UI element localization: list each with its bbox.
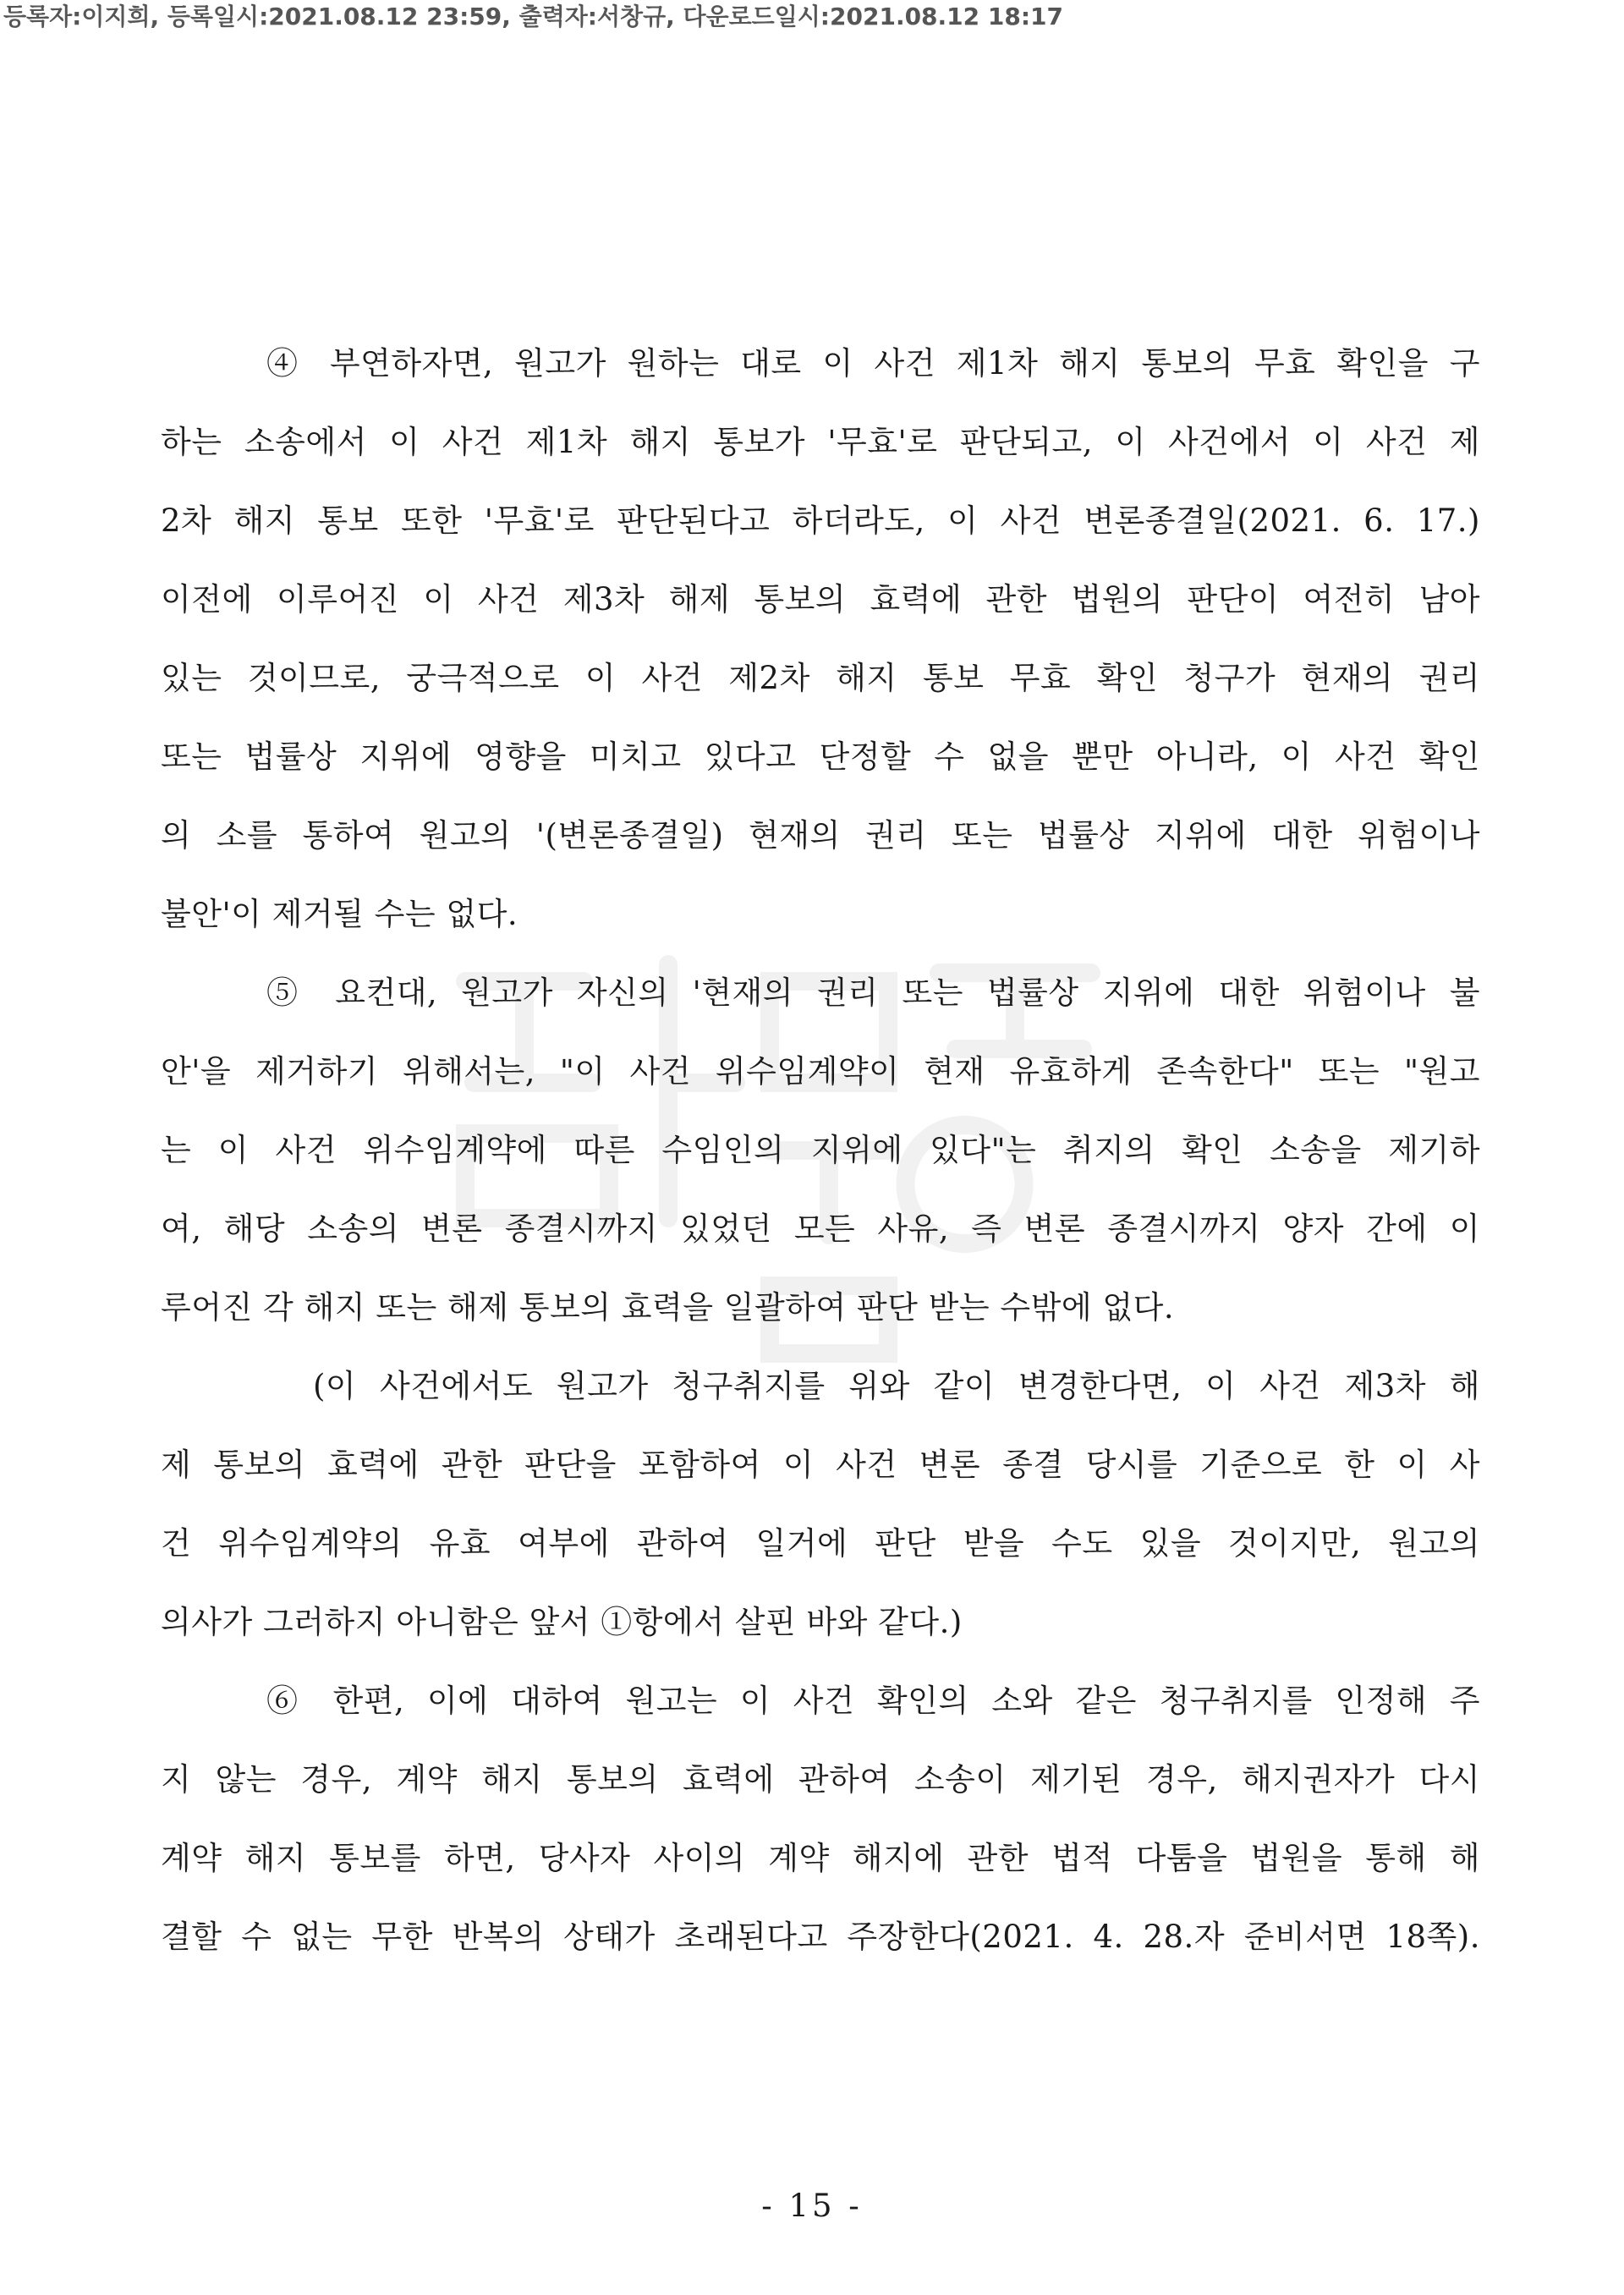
paragraph-3-line-4: 의사가 그러하지 아니함은 앞서 ①항에서 살핀 바와 같다.) bbox=[161, 1604, 963, 1640]
paragraph-1-line-7: 의 소를 통하여 원고의 '(변론종결일) 현재의 권리 또는 법률상 지위에 대한 위험이나 bbox=[161, 817, 1480, 854]
paragraph-1-line-5: 있는 것이므로, 궁극적으로 이 사건 제2차 해지 통보 무효 확인 청구가 현재의 권리 bbox=[161, 660, 1480, 696]
paragraph-3-line-3: 건 위수임계약의 유효 여부에 관하여 일거에 판단 받을 수도 있을 것이지만, 원고의 bbox=[161, 1525, 1480, 1562]
paragraph-1-line-3: 2차 해지 통보 또한 '무효'로 판단된다고 하더라도, 이 사건 변론종결일(2021. 6. 17.) bbox=[161, 502, 1480, 539]
paragraph-2-line-5: 루어진 각 해지 또는 해제 통보의 효력을 일괄하여 판단 받는 수밖에 없다. bbox=[161, 1289, 1175, 1326]
paragraph-2-line-1: ⑤ 요컨대, 원고가 자신의 '현재의 권리 또는 법률상 지위에 대한 위험이나 불 bbox=[266, 975, 1480, 1011]
paragraph-1-line-4: 이전에 이루어진 이 사건 제3차 해제 통보의 효력에 관한 법원의 판단이 여전히 남아 bbox=[161, 581, 1480, 618]
paragraph-4-line-4: 결할 수 없는 무한 반복의 상태가 초래된다고 주장한다(2021. 4. 28.자 준비서면 18쪽). bbox=[161, 1919, 1480, 1955]
paragraph-1-line-2: 하는 소송에서 이 사건 제1차 해지 통보가 '무효'로 판단되고, 이 사건에서 이 사건 제 bbox=[161, 424, 1480, 460]
paragraph-2-line-3: 는 이 사건 위수임계약에 따른 수임인의 지위에 있다"는 취지의 확인 소송을 제기하 bbox=[161, 1132, 1480, 1168]
paragraph-3-line-1: (이 사건에서도 원고가 청구취지를 위와 같이 변경한다면, 이 사건 제3차 해 bbox=[313, 1368, 1480, 1404]
paragraph-2-line-2: 안'을 제거하기 위해서는, "이 사건 위수임계약이 현재 유효하게 존속한다" 또는 "원고 bbox=[161, 1053, 1480, 1090]
page-number: - 15 - bbox=[761, 2188, 863, 2224]
paragraph-4-line-2: 지 않는 경우, 계약 해지 통보의 효력에 관하여 소송이 제기된 경우, 해지권자가 다시 bbox=[161, 1761, 1480, 1798]
paragraph-4-line-3: 계약 해지 통보를 하면, 당사자 사이의 계약 해지에 관한 법적 다툼을 법원을 통해 해 bbox=[161, 1840, 1480, 1876]
paragraph-4-line-1: ⑥ 한편, 이에 대하여 원고는 이 사건 확인의 소와 같은 청구취지를 인정해 주 bbox=[266, 1683, 1480, 1719]
paragraph-3-line-2: 제 통보의 효력에 관한 판단을 포함하여 이 사건 변론 종결 당시를 기준으로 한 이 사 bbox=[161, 1447, 1480, 1483]
paragraph-1-line-6: 또는 법률상 지위에 영향을 미치고 있다고 단정할 수 없을 뿐만 아니라, 이 사건 확인 bbox=[161, 738, 1480, 775]
paragraph-1-line-8: 불안'이 제거될 수는 없다. bbox=[161, 896, 518, 932]
paragraph-1-line-1: ④ 부연하자면, 원고가 원하는 대로 이 사건 제1차 해지 통보의 무효 확인을 구 bbox=[266, 345, 1480, 382]
download-header: 등록자:이지희, 등록일시:2021.08.12 23:59, 출력자:서창규, 다운로드일시:2021.08.12 18:17 bbox=[3, 3, 1064, 30]
paragraph-2-line-4: 여, 해당 소송의 변론 종결시까지 있었던 모든 사유, 즉 변론 종결시까지 양자 간에 이 bbox=[161, 1211, 1480, 1247]
